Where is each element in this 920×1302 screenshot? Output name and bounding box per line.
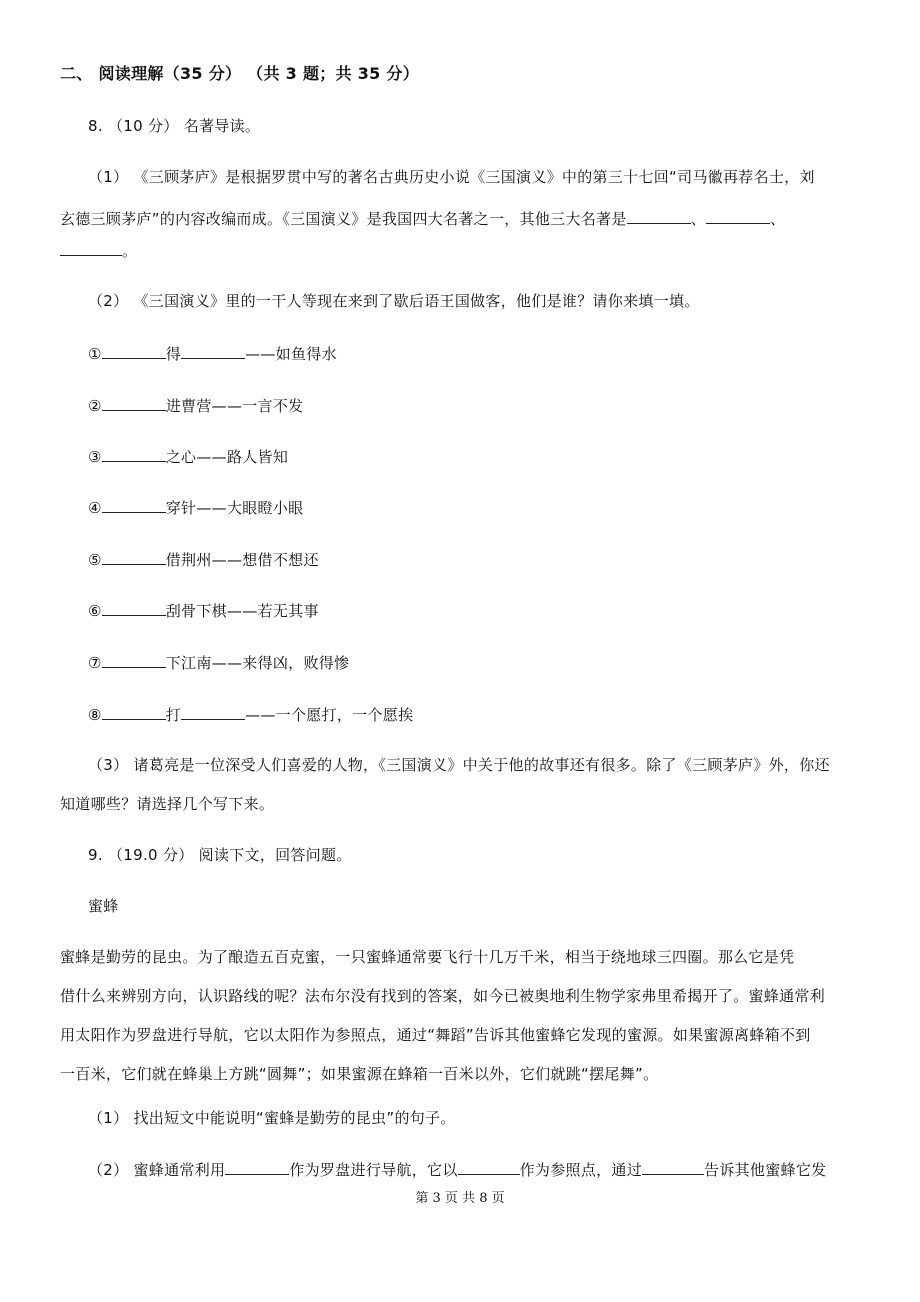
q8-item-4 [88, 497, 303, 518]
q8-item-8 [88, 704, 413, 725]
answer-blank[interactable] [181, 704, 245, 720]
q8-item-1 [88, 343, 337, 364]
q9-sub2-text-d: 告诉其他蜜蜂它发 [704, 1161, 827, 1179]
answer-blank[interactable] [458, 1159, 520, 1175]
answer-blank[interactable] [60, 240, 122, 256]
passage-line: 借什么来辨别方向，认识路线的呢？法布尔没有找到的答案，如今已被奥地利生物学家弗里希揭开了。蜜蜂通常利 [60, 987, 826, 1005]
answer-blank[interactable] [706, 208, 770, 224]
q9-sub2 [88, 1159, 826, 1180]
passage-line: 蜜蜂是勤劳的昆虫。为了酿造五百克蜜，一只蜜蜂通常要飞行十几万千米，相当于绕地球三四圈。那么它是凭 [60, 948, 795, 966]
answer-blank[interactable] [225, 1159, 289, 1175]
q9-sub2-text-b: 作为罗盘进行导航，它以 [289, 1161, 458, 1179]
item-tail: 之心——路人皆知 [165, 448, 289, 466]
item-number: ① [88, 345, 102, 363]
q8-part3-line1: （3） 诸葛亮是一位深受人们喜爱的人物，《三国演义》中关于他的故事还有很多。除了《三顾茅庐》外，你还 [88, 756, 830, 774]
answer-blank[interactable] [102, 395, 166, 411]
answer-blank[interactable] [102, 497, 166, 513]
q8-part2-instruction: （2） 《三国演义》里的一干人等现在来到了歇后语王国做客，他们是谁？请你来填一填。 [88, 292, 700, 310]
answer-blank[interactable] [102, 549, 166, 565]
answer-blank[interactable] [102, 343, 166, 359]
page-footer: 第 3 页 共 8 页 [415, 1191, 505, 1206]
q8-item-6 [88, 600, 319, 621]
q9-sub2-text-a: （2） 蜜蜂通常利用 [88, 1161, 226, 1179]
passage-title: 蜜蜂 [88, 897, 119, 915]
item-number: ④ [88, 499, 102, 517]
item-number: ⑦ [88, 654, 102, 672]
q9-sub2-text-c: 作为参照点，通过 [519, 1161, 643, 1179]
item-number: ⑧ [88, 706, 102, 724]
item-middle: 得 [165, 345, 182, 363]
passage-line: 用太阳作为罗盘进行导航，它以太阳作为参照点，通过“舞蹈”告诉其他蜜蜂它发现的蜜源。如果蜜源离蜂箱不到 [60, 1026, 811, 1044]
item-number: ③ [88, 448, 102, 466]
answer-blank[interactable] [102, 446, 166, 462]
section-heading: 二、 阅读理解（35 分） （共 3 题；共 35 分） [60, 64, 420, 83]
item-number: ⑤ [88, 551, 102, 569]
q8-part1-line3 [60, 240, 137, 261]
item-tail: 刮骨下棋——若无其事 [165, 602, 319, 620]
separator: 、 [770, 210, 786, 228]
q8-item-7 [88, 652, 349, 673]
item-number: ② [88, 397, 102, 415]
answer-blank[interactable] [102, 704, 166, 720]
item-tail: ——如鱼得水 [245, 345, 337, 363]
answer-blank[interactable] [181, 343, 245, 359]
q8-part1-line2-text: 玄德三顾茅庐”的内容改编而成。《三国演义》是我国四大名著之一，其他三大名著是 [60, 210, 627, 228]
q8-part1-line2 [60, 208, 785, 229]
answer-blank[interactable] [102, 652, 166, 668]
q9-sub1: （1） 找出短文中能说明“蜜蜂是勤劳的昆虫”的句子。 [88, 1109, 456, 1127]
q8-item-5 [88, 549, 319, 570]
item-tail: 进曹营——一言不发 [165, 397, 304, 415]
q8-part3-line2: 知道哪些？请选择几个写下来。 [60, 795, 275, 813]
item-tail: ——一个愿打，一个愿挨 [245, 706, 414, 724]
question-9-header: 9. （19.0 分） 阅读下文，回答问题。 [88, 846, 352, 864]
item-tail: 穿针——大眼瞪小眼 [165, 499, 304, 517]
sentence-end: 。 [122, 242, 138, 260]
item-tail: 借荆州——想借不想还 [165, 551, 319, 569]
q8-item-3 [88, 446, 288, 467]
question-8-header: 8. （10 分） 名著导读。 [88, 117, 261, 135]
answer-blank[interactable] [102, 600, 166, 616]
answer-blank[interactable] [642, 1159, 704, 1175]
item-middle: 打 [165, 706, 182, 724]
q8-item-2 [88, 395, 303, 416]
passage-line: 一百米，它们就在蜂巢上方跳“圆舞”；如果蜜源在蜂箱一百米以外，它们就跳“摆尾舞”。 [60, 1065, 659, 1083]
answer-blank[interactable] [627, 208, 691, 224]
q8-part1-line1: （1） 《三顾茅庐》是根据罗贯中写的著名古典历史小说《三国演义》中的第三十七回“司马徽再荐名士，刘 [88, 168, 815, 186]
item-number: ⑥ [88, 602, 102, 620]
separator: 、 [690, 210, 706, 228]
item-tail: 下江南——来得凶，败得惨 [165, 654, 350, 672]
